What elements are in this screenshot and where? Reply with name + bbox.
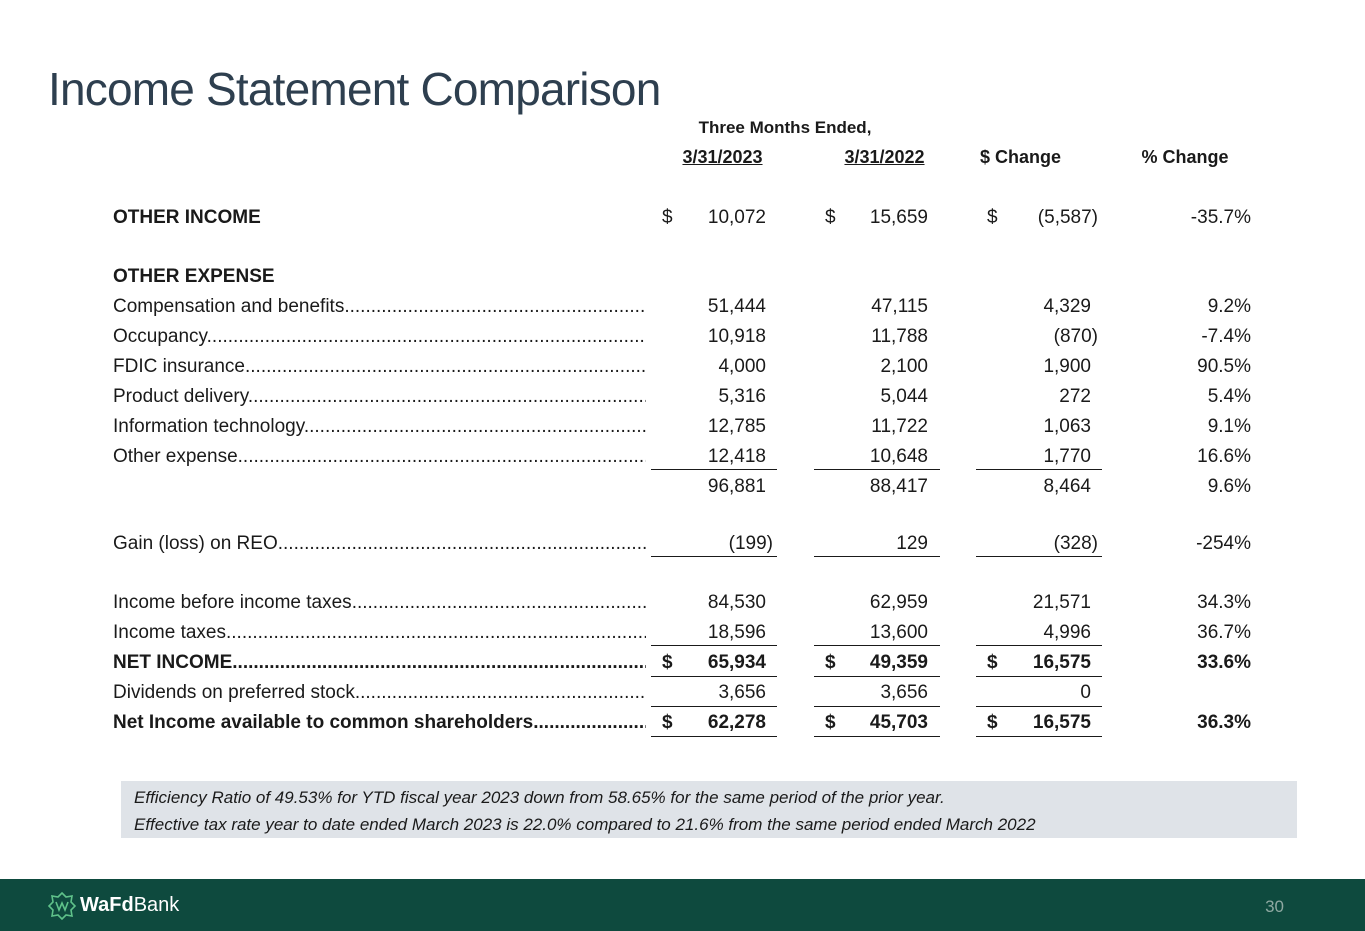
expense-label: Information technology .....	[113, 415, 646, 439]
currency-symbol: $	[825, 207, 836, 228]
expense-change: 1,063	[1043, 416, 1091, 437]
expense-total-change: 8,464	[1043, 476, 1091, 497]
expense-2023: 5,316	[718, 386, 766, 407]
currency-symbol: $	[987, 712, 998, 733]
reo-label: Gain (loss) on REO .....	[113, 532, 646, 556]
dividends-label: Dividends on preferred stock .....	[113, 681, 646, 705]
expense-pct: 9.1%	[1207, 416, 1251, 437]
other-income-2022: 15,659	[869, 207, 928, 228]
dividends-rule	[814, 706, 940, 707]
other-income-pct: -35.7%	[1190, 207, 1251, 228]
other-income-label: OTHER INCOME	[113, 207, 261, 228]
currency-symbol: $	[662, 712, 673, 733]
expense-2022: 2,100	[880, 356, 928, 377]
net-income-change: 16,575	[1032, 652, 1091, 673]
dividends-change: 0	[1080, 682, 1091, 703]
expense-change: 272	[1059, 386, 1091, 407]
dividends-rule	[651, 706, 777, 707]
taxes-rule	[651, 645, 777, 646]
subtotal-rule	[976, 469, 1102, 470]
other-income-change: (5,587)	[1037, 207, 1098, 228]
expense-pct: 90.5%	[1197, 356, 1251, 377]
expense-2022: 11,722	[871, 416, 928, 437]
taxes-label: Income taxes .....	[113, 621, 646, 645]
other-income-2023: 10,072	[707, 207, 766, 228]
taxes-2023: 18,596	[707, 622, 766, 643]
notes-box	[121, 781, 1297, 838]
currency-symbol: $	[662, 652, 673, 673]
net-common-rule	[976, 736, 1102, 737]
expense-2022: 5,044	[880, 386, 928, 407]
taxes-pct: 36.7%	[1197, 622, 1251, 643]
expense-2022: 47,115	[871, 296, 928, 317]
page-number: 30	[1265, 897, 1284, 916]
expense-2023: 4,000	[718, 356, 766, 377]
col-header-2023: 3/31/2023	[682, 147, 763, 167]
expense-change: 1,770	[1043, 446, 1091, 467]
reo-rule	[651, 556, 777, 557]
reo-change: (328)	[1053, 533, 1098, 554]
reo-2022: 129	[896, 533, 928, 554]
expense-total-2022: 88,417	[869, 476, 928, 497]
taxes-2022: 13,600	[869, 622, 928, 643]
net-common-2022: 45,703	[869, 712, 928, 733]
expense-pct: -7.4%	[1201, 326, 1251, 347]
currency-symbol: $	[987, 652, 998, 673]
tax-rate-note: Effective tax rate year to date ended March 2023 is 22.0% compared to 21.6% from the same period ended March 2022	[134, 815, 1036, 834]
col-header-2022: 3/31/2022	[844, 147, 925, 167]
expense-pct: 5.4%	[1207, 386, 1251, 407]
other-expense-heading: OTHER EXPENSE	[113, 266, 275, 287]
net-common-rule	[651, 736, 777, 737]
net-income-rule	[651, 676, 777, 677]
subtotal-rule	[814, 469, 940, 470]
currency-symbol: $	[825, 652, 836, 673]
expense-label: Occupancy .....	[113, 325, 646, 349]
col-header-dollar-change: $ Change	[979, 147, 1062, 167]
pretax-label: Income before income taxes .....	[113, 591, 646, 615]
expense-2023: 10,918	[707, 326, 766, 347]
brand-light: Bank	[133, 894, 180, 916]
expense-label: Other expense .....	[113, 445, 646, 469]
wafd-logo-icon	[47, 891, 77, 921]
net-common-2023: 62,278	[707, 712, 766, 733]
expense-label: Product delivery .....	[113, 385, 646, 409]
dividends-rule	[976, 706, 1102, 707]
col-header-pct-change: % Change	[1141, 147, 1229, 167]
expense-label: Compensation and benefits .....	[113, 295, 646, 319]
net-income-label: NET INCOME .....	[113, 651, 646, 675]
currency-symbol: $	[825, 712, 836, 733]
pretax-pct: 34.3%	[1197, 592, 1251, 613]
expense-2022: 11,788	[871, 326, 928, 347]
net-common-pct: 36.3%	[1197, 712, 1251, 733]
brand-bold: WaFd	[80, 894, 134, 916]
expense-pct: 16.6%	[1197, 446, 1251, 467]
net-income-2022: 49,359	[869, 652, 928, 673]
page-title: Income Statement Comparison	[48, 63, 661, 115]
expense-total-2023: 96,881	[707, 476, 766, 497]
net-income-2023: 65,934	[707, 652, 766, 673]
expense-2023: 51,444	[707, 296, 766, 317]
expense-pct: 9.2%	[1207, 296, 1251, 317]
net-common-label: Net Income available to common shareholders .....	[113, 711, 646, 735]
dividends-2022: 3,656	[880, 682, 928, 703]
taxes-change: 4,996	[1043, 622, 1091, 643]
period-header: Three Months Ended,	[698, 118, 872, 137]
net-common-rule	[814, 736, 940, 737]
footer-bar	[0, 879, 1365, 931]
taxes-rule	[976, 645, 1102, 646]
reo-2023: (199)	[728, 533, 773, 554]
expense-change: 4,329	[1043, 296, 1091, 317]
taxes-rule	[814, 645, 940, 646]
expense-change: 1,900	[1043, 356, 1091, 377]
subtotal-rule	[651, 469, 777, 470]
pretax-change: 21,571	[1032, 592, 1091, 613]
currency-symbol: $	[662, 207, 673, 228]
currency-symbol: $	[987, 207, 998, 228]
net-income-rule	[814, 676, 940, 677]
reo-rule	[814, 556, 940, 557]
expense-2023: 12,418	[707, 446, 766, 467]
efficiency-note: Efficiency Ratio of 49.53% for YTD fiscal year 2023 down from 58.65% for the same period of the prior year.	[134, 788, 945, 807]
net-income-rule	[976, 676, 1102, 677]
expense-2023: 12,785	[707, 416, 766, 437]
expense-2022: 10,648	[869, 446, 928, 467]
reo-rule	[976, 556, 1102, 557]
expense-change: (870)	[1053, 326, 1098, 347]
dividends-2023: 3,656	[718, 682, 766, 703]
pretax-2023: 84,530	[707, 592, 766, 613]
reo-pct: -254%	[1196, 533, 1251, 554]
net-common-change: 16,575	[1032, 712, 1091, 733]
net-income-pct: 33.6%	[1197, 652, 1251, 673]
expense-label: FDIC insurance .....	[113, 355, 646, 379]
pretax-2022: 62,959	[869, 592, 928, 613]
brand-name	[80, 894, 179, 917]
expense-total-pct: 9.6%	[1207, 476, 1251, 497]
